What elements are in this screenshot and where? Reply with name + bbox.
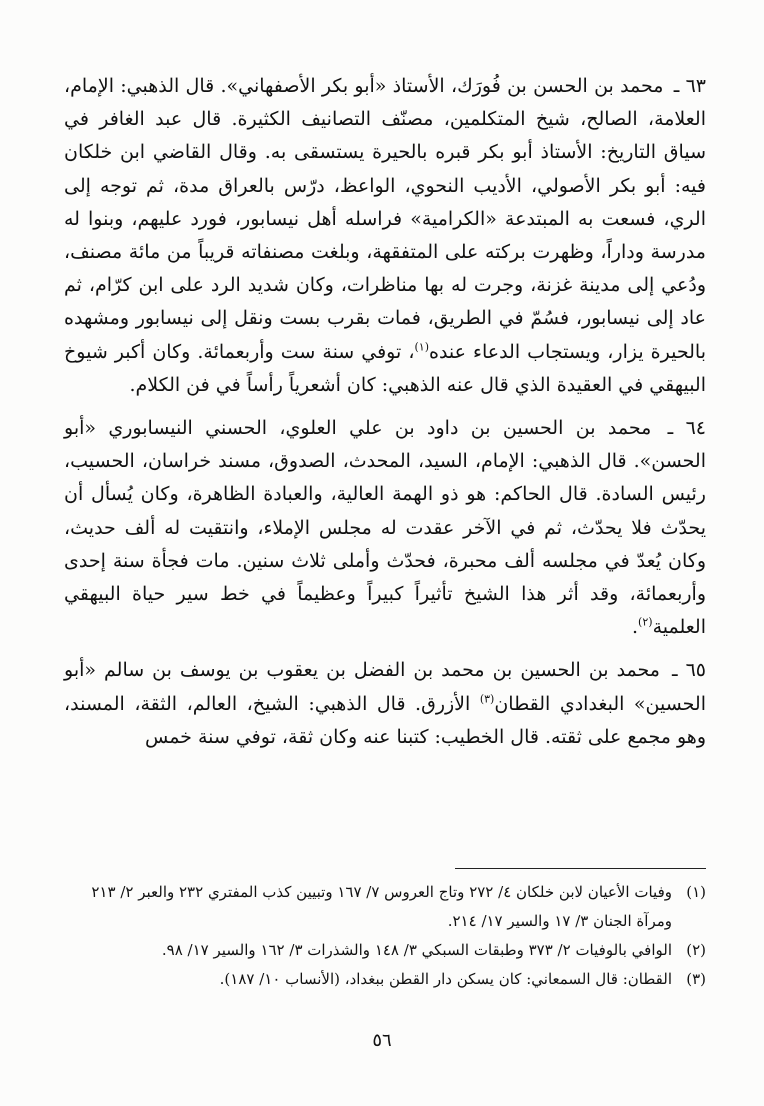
footnote-text: الوافي بالوفيات ٢/ ٣٧٣ وطبقات السبكي ٣/ ١٤٨ والشذرات ٣/ ١٦٢ والسير ١٧/ ٩٨. <box>161 941 672 959</box>
entry-number: ٦٣ ـ <box>673 75 706 97</box>
footnote-number: (٣) <box>686 970 706 988</box>
biography-entry-65 <box>64 654 706 754</box>
entry-text-continued: الأزرق. قال الذهبي: الشيخ، العالم، الثقة، المسند، وهو مجمع على ثقته. قال الخطيب: كتبنا عنه وكان ثقة، توفي سنة خمس <box>64 692 706 748</box>
footnote-divider <box>455 868 706 869</box>
entry-text: محمد بن الحسن بن فُورَك، الأستاذ «أبو بكر الأصفهاني». قال الذهبي: الإمام، العلامة، الصالح، شيخ المتكلمين، مصنّف التصانيف الكثيرة. قال عبد الغافر في سياق التاريخ: الأستاذ أبو بكر قبره بالحيرة يستسقى به. وقال القاضي ابن خلكان فيه: أبو بكر الأصولي، الأديب النحوي، الواعظ، درّس بالعراق مدة، ثم توجه إلى الري، فسعت به المبتدعة «الكرامية» فراسله أهل نيسابور، فورد عليهم، وبنوا له مدرسة وداراً، وظهرت بركته على المتفقهة، وبلغت مصنفاته قريباً من مائة مصنف، ودُعي إلى مدينة غزنة، وجرت له بها مناظرات، وكان شديد الرد على ابن كرّام، ثم عاد إلى نيسابور، فسُمّ في الطريق، فمات بقرب بست ونقل إلى نيسابور ومشهده بالحيرة يزار، ويستجاب الدعاء عنده <box>64 75 706 363</box>
entry-text: محمد بن الحسين بن محمد بن الفضل بن يعقوب بن يوسف بن سالم «أبو الحسين» البغدادي القطان <box>64 659 707 715</box>
footnote-1 <box>58 878 706 936</box>
biography-entry-63 <box>64 70 706 402</box>
biography-entry-64 <box>64 412 706 644</box>
footnote-ref: (٣) <box>479 692 495 706</box>
entry-text-continued: . <box>632 616 639 639</box>
footnote-3 <box>58 965 706 994</box>
footnote-ref: (٢) <box>638 615 653 629</box>
entry-number: ٦٥ ـ <box>672 659 706 682</box>
footnote-ref: (١) <box>414 340 429 354</box>
entry-number: ٦٤ ـ <box>667 417 706 440</box>
entry-text-continued: ، توفي سنة ست وأربعمائة. وكان أكبر شيوخ البيهقي في العقيدة الذي قال عنه الذهبي: كان أشعرياً رأساً في فن الكلام. <box>64 340 706 396</box>
footnote-number: (١) <box>686 883 706 901</box>
footnote-text: وفيات الأعيان لابن خلكان ٤/ ٢٧٢ وتاج العروس ٧/ ١٦٧ وتبيين كذب المفتري ٢٣٢ والعبر ٢/ ٢١٣ ومرآة الجنان ٣/ ١٧ والسير ١٧/ ٢١٤. <box>91 883 672 930</box>
footnote-text: القطان: قال السمعاني: كان يسكن دار القطن ببغداد، (الأنساب ١٠/ ١٨٧). <box>219 970 672 988</box>
page-number: ٥٦ <box>372 1030 392 1051</box>
footnotes <box>58 878 706 994</box>
footnote-2 <box>58 936 706 965</box>
entry-text: محمد بن الحسين بن داود بن علي العلوي، الحسني النيسابوري «أبو الحسن». قال الذهبي: الإمام، السيد، المحدث، الصدوق، مسند خراسان، الحسيب، رئيس السادة. قال الحاكم: هو ذو الهمة العالية، والعبادة الظاهرة، وكان يُسأل أن يحدّث فلا يحدّث، ثم في الآخر عقدت له مجلس الإملاء، وانتقيت له ألف حديث، وكان يُعدّ في مجلسه ألف محبرة، فحدّث وأملى ثلاث سنين. مات فجأة سنة إحدى وأربعمائة، وقد أثر هذا الشيخ تأثيراً كبيراً وعظيماً في خط سير حياة البيهقي العلمية <box>64 417 706 639</box>
main-text <box>64 70 706 764</box>
footnote-number: (٢) <box>686 941 706 959</box>
